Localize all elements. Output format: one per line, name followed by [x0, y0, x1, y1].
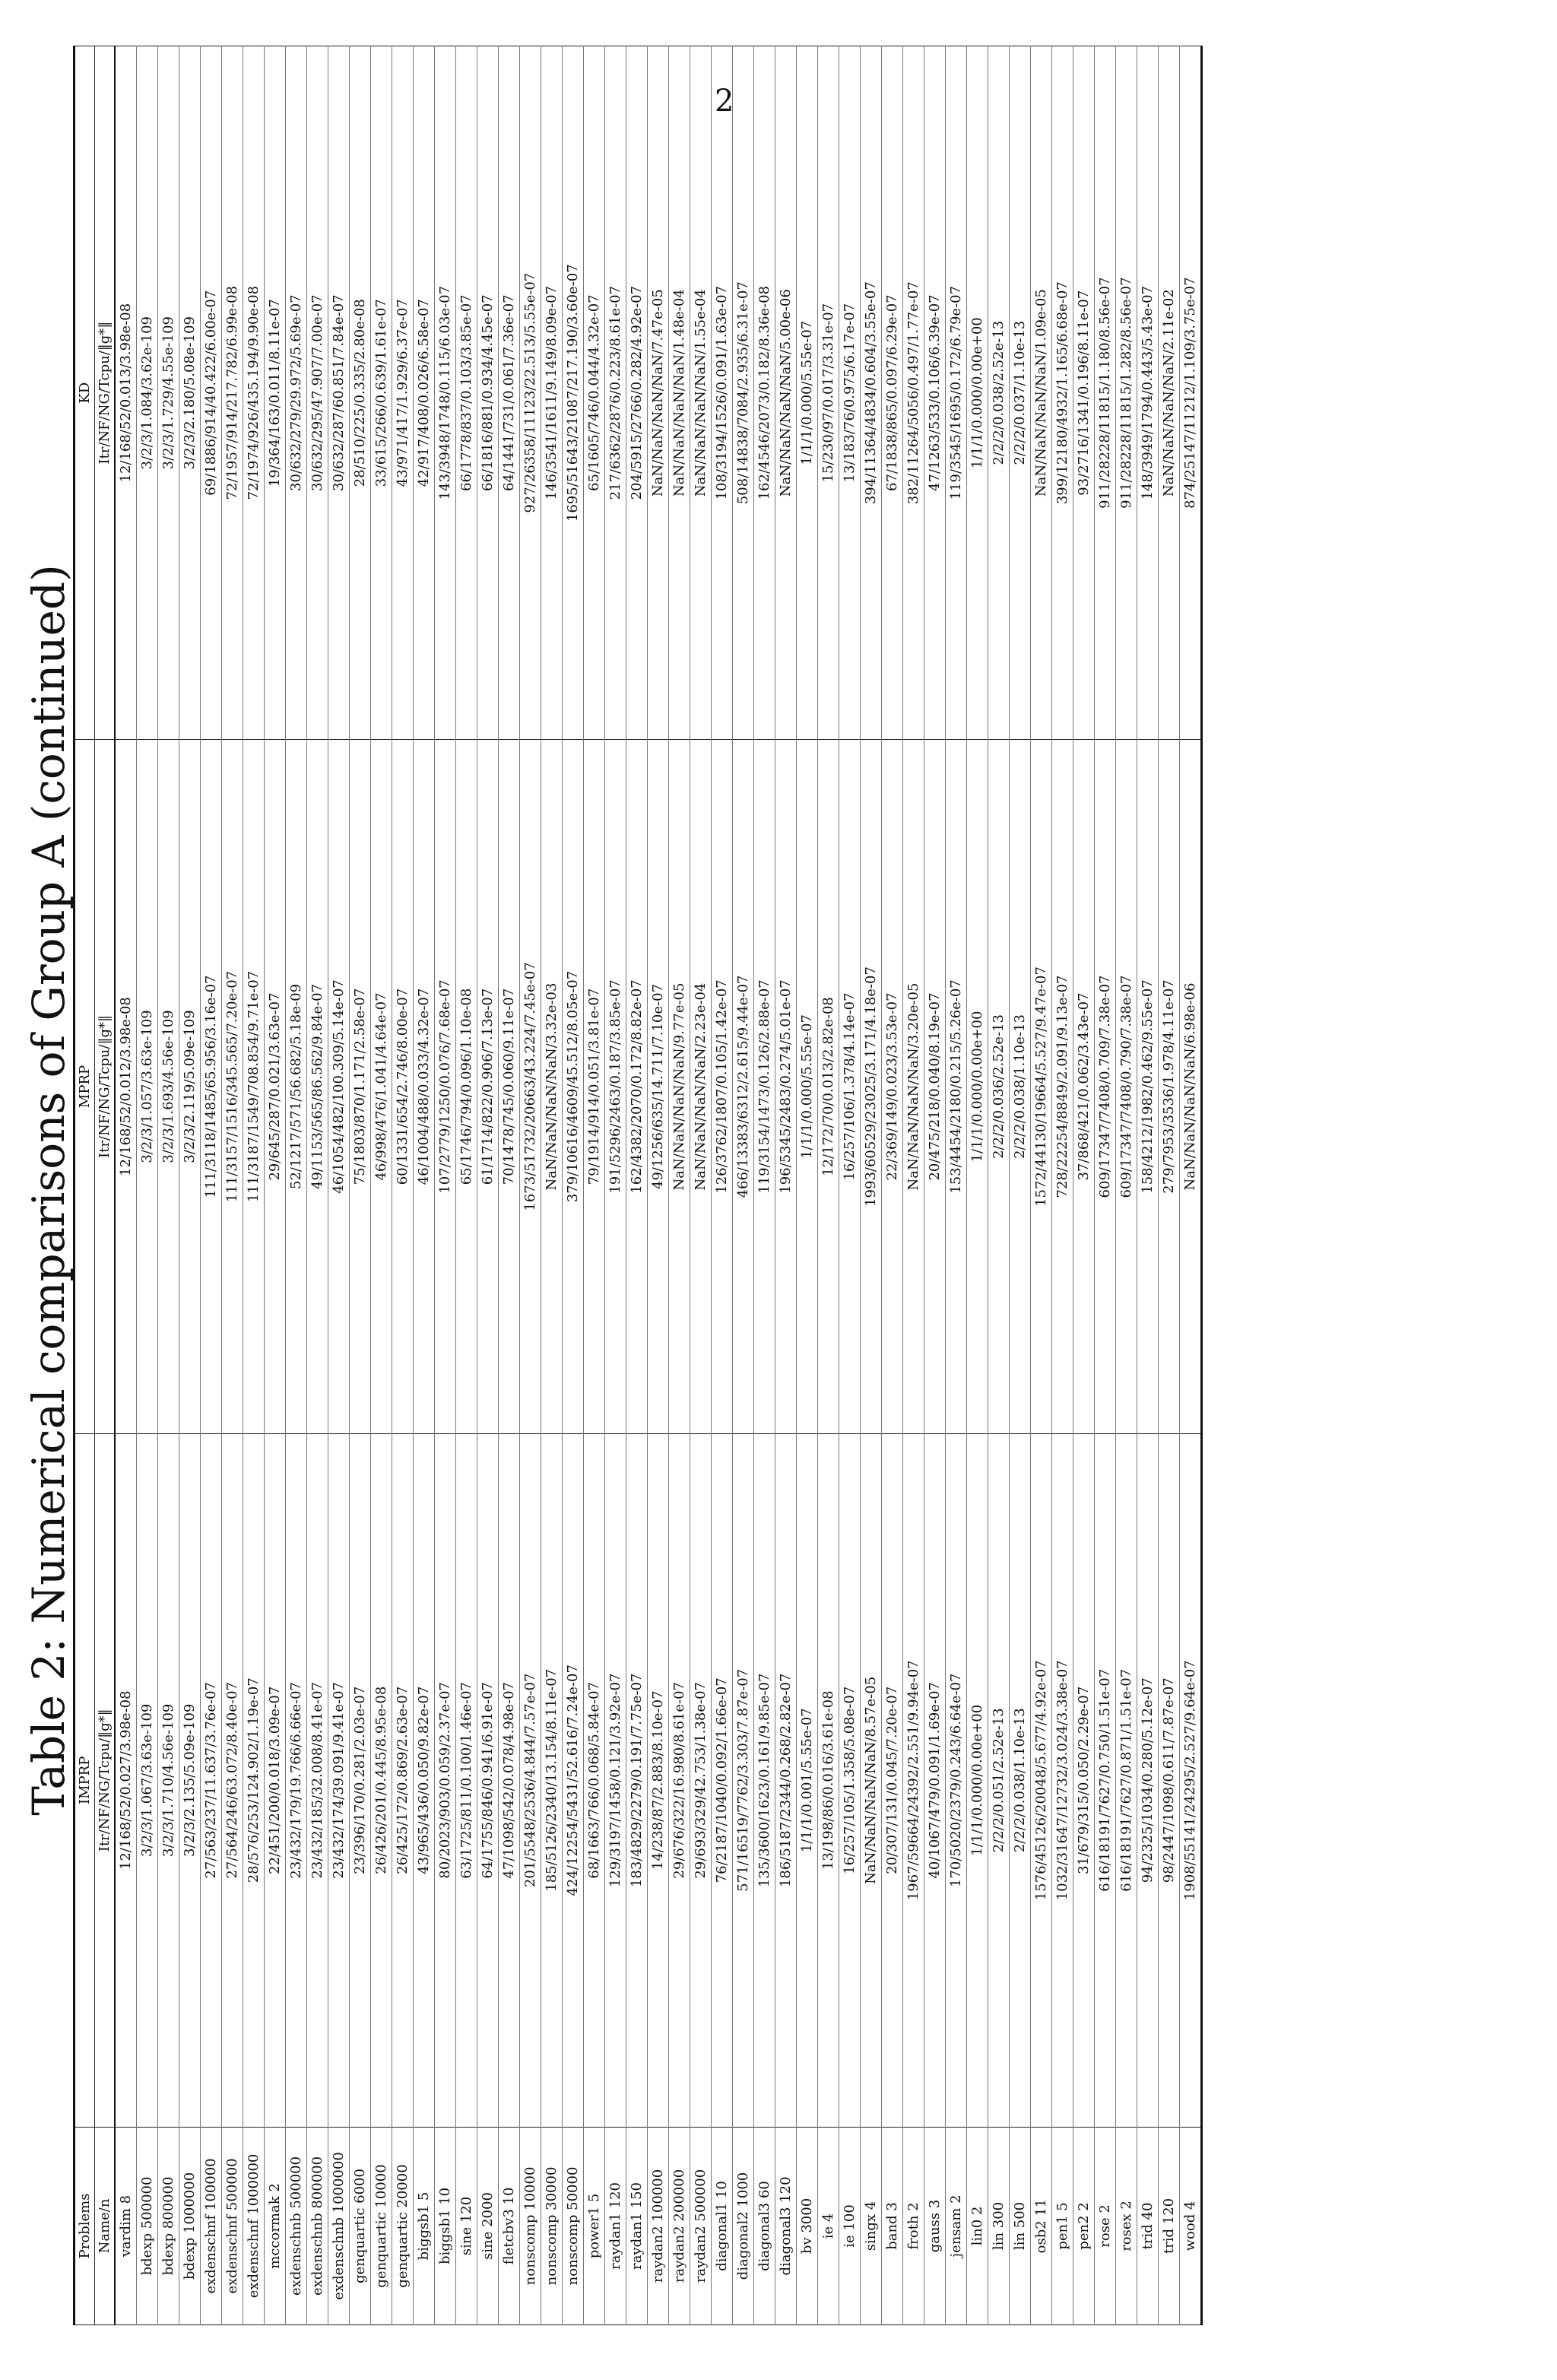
cell-imprp: 76/2187/1040/0.092/1.66e-07	[712, 1433, 733, 2127]
cell-imprp: 616/18191/7627/0.750/1.51e-07	[1095, 1433, 1116, 2127]
cell-imprp: 23/432/179/19.766/6.66e-07	[286, 1433, 307, 2127]
cell-imprp: 22/451/200/0.018/3.09e-07	[265, 1433, 286, 2127]
cell-problem-name: sine 2000	[477, 2127, 499, 2324]
cell-mprp: 22/369/149/0.023/3.53e-07	[882, 740, 903, 1433]
cell-mprp: 196/5345/2483/0.274/5.01e-07	[775, 740, 797, 1433]
cell-problem-name: lin 300	[988, 2127, 1010, 2324]
cell-mprp: 49/1153/565/86.562/9.84e-07	[307, 740, 328, 1433]
cell-imprp: 1576/45126/20048/5.677/4.92e-07	[1031, 1433, 1052, 2127]
header-kd: KD	[75, 46, 95, 740]
table-row	[1052, 46, 1073, 2325]
cell-mprp: 20/475/218/0.040/8.19e-07	[924, 740, 946, 1433]
cell-mprp: 1993/60529/23025/3.171/4.18e-07	[861, 740, 882, 1433]
cell-problem-name: power1 5	[584, 2127, 605, 2324]
cell-imprp: 23/432/185/32.008/8.41e-07	[307, 1433, 328, 2127]
cell-imprp: 1032/31647/12732/3.024/3.38e-07	[1052, 1433, 1073, 2127]
table-caption: Table 2: Numerical comparisons of Group A (continued)	[23, 564, 75, 1816]
cell-imprp: 28/576/253/124.902/1.19e-07	[243, 1433, 265, 2127]
cell-mprp: 728/22254/8849/2.091/9.13e-07	[1052, 740, 1073, 1433]
cell-kd: 2/2/2/0.037/1.10e-13	[1010, 46, 1031, 740]
cell-imprp: 64/1755/846/0.941/6.91e-07	[477, 1433, 499, 2127]
cell-problem-name: ie 100	[839, 2127, 861, 2324]
table-row	[797, 46, 818, 2325]
cell-kd: 65/1605/746/0.044/4.32e-07	[584, 46, 605, 740]
cell-kd: 19/364/163/0.011/8.11e-07	[265, 46, 286, 740]
cell-imprp: 1/1/1/0.001/5.55e-07	[797, 1433, 818, 2127]
table-body	[115, 46, 1202, 2325]
cell-kd: 382/11264/5056/0.497/1.77e-07	[903, 46, 924, 740]
cell-problem-name: bdexp 800000	[158, 2127, 179, 2324]
cell-problem-name: trid 40	[1137, 2127, 1159, 2324]
cell-mprp: 1572/44130/19664/5.527/9.47e-07	[1031, 740, 1052, 1433]
table-row	[179, 46, 201, 2325]
table-row	[669, 46, 690, 2325]
cell-problem-name: exdenschnf 1000000	[243, 2127, 265, 2324]
cell-problem-name: pen2 2	[1073, 2127, 1095, 2324]
table-row	[477, 46, 499, 2325]
cell-kd: 399/12180/4932/1.165/6.68e-07	[1052, 46, 1073, 740]
cell-problem-name: wood 4	[1180, 2127, 1202, 2324]
cell-problem-name: trid 120	[1159, 2127, 1180, 2324]
cell-problem-name: sine 120	[456, 2127, 477, 2324]
cell-imprp: 183/4829/2279/0.191/7.75e-07	[626, 1433, 648, 2127]
cell-mprp: 3/2/3/2.119/5.09e-109	[179, 740, 201, 1433]
table-row	[520, 46, 541, 2325]
cell-kd: 911/28228/11815/1.282/8.56e-07	[1116, 46, 1137, 740]
cell-problem-name: bv 3000	[797, 2127, 818, 2324]
group-header-row	[75, 46, 95, 2325]
cell-kd: NaN/NaN/NaN/NaN/1.09e-05	[1031, 46, 1052, 740]
cell-kd: 146/3541/1611/9.149/8.09e-07	[541, 46, 563, 740]
cell-problem-name: band 3	[882, 2127, 903, 2324]
cell-imprp: 80/2023/903/0.059/2.37e-07	[435, 1433, 456, 2127]
cell-kd: 508/14838/7084/2.935/6.31e-07	[733, 46, 754, 740]
cell-mprp: 37/868/421/0.062/3.43e-07	[1073, 740, 1095, 1433]
cell-imprp: 129/3197/1458/0.121/3.92e-07	[605, 1433, 626, 2127]
table-row	[243, 46, 265, 2325]
cell-kd: 93/2716/1341/0.196/8.11e-07	[1073, 46, 1095, 740]
table-row	[690, 46, 712, 2325]
table-row	[307, 46, 328, 2325]
cell-mprp: 65/1746/794/0.096/1.10e-08	[456, 740, 477, 1433]
table-row	[328, 46, 350, 2325]
cell-problem-name: ie 4	[818, 2127, 839, 2324]
table-row	[563, 46, 584, 2325]
cell-kd: 30/632/279/29.972/5.69e-07	[286, 46, 307, 740]
cell-kd: NaN/NaN/NaN/NaN/5.00e-06	[775, 46, 797, 740]
cell-mprp: 2/2/2/0.036/2.52e-13	[988, 740, 1010, 1433]
cell-mprp: 3/2/3/1.057/3.63e-109	[137, 740, 158, 1433]
table-row	[733, 46, 754, 2325]
header-mprp: MPRP	[75, 740, 95, 1433]
cell-mprp: 1/1/1/0.000/0.00e+00	[967, 740, 988, 1433]
cell-mprp: 16/257/106/1.378/4.14e-07	[839, 740, 861, 1433]
cell-imprp: 26/425/172/0.869/2.63e-07	[392, 1433, 414, 2127]
table-row	[499, 46, 520, 2325]
cell-mprp: 3/2/3/1.693/4.56e-109	[158, 740, 179, 1433]
cell-kd: NaN/NaN/NaN/NaN/1.55e-04	[690, 46, 712, 740]
cell-imprp: 571/16519/7762/3.303/7.87e-07	[733, 1433, 754, 2127]
cell-kd: 30/632/295/47.907/7.00e-07	[307, 46, 328, 740]
cell-mprp: 111/3157/1516/345.565/7.20e-07	[222, 740, 243, 1433]
cell-problem-name: genquartic 6000	[350, 2127, 371, 2324]
cell-mprp: 29/645/287/0.021/3.63e-07	[265, 740, 286, 1433]
cell-imprp: 3/2/3/2.135/5.09e-109	[179, 1433, 201, 2127]
cell-kd: 108/3194/1526/0.091/1.63e-07	[712, 46, 733, 740]
cell-imprp: 185/5126/2340/13.154/8.11e-07	[541, 1433, 563, 2127]
cell-mprp: 107/2779/1250/0.076/7.68e-07	[435, 740, 456, 1433]
cell-kd: 162/4546/2073/0.182/8.36e-08	[754, 46, 775, 740]
cell-imprp: 3/2/3/1.710/4.56e-109	[158, 1433, 179, 2127]
cell-imprp: 98/2447/1098/0.611/7.87e-07	[1159, 1433, 1180, 2127]
cell-imprp: 135/3600/1623/0.161/9.85e-07	[754, 1433, 775, 2127]
table-row	[541, 46, 563, 2325]
cell-kd: 217/6362/2876/0.223/8.61e-07	[605, 46, 626, 740]
cell-kd: 47/1263/533/0.106/6.39e-07	[924, 46, 946, 740]
table-row	[988, 46, 1010, 2325]
cell-problem-name: nonscomp 30000	[541, 2127, 563, 2324]
cell-imprp: 27/564/246/63.072/8.40e-07	[222, 1433, 243, 2127]
table-row	[222, 46, 243, 2325]
cell-problem-name: exdenschnb 1000000	[328, 2127, 350, 2324]
header-problems: Problems	[75, 2127, 95, 2324]
table-row	[350, 46, 371, 2325]
cell-kd: 3/2/3/1.084/3.62e-109	[137, 46, 158, 740]
table-row	[1073, 46, 1095, 2325]
cell-problem-name: diagonal2 1000	[733, 2127, 754, 2324]
cell-kd: 143/3948/1748/0.115/6.03e-07	[435, 46, 456, 740]
cell-kd: NaN/NaN/NaN/NaN/7.47e-05	[648, 46, 669, 740]
cell-problem-name: biggsb1 5	[414, 2127, 435, 2324]
cell-mprp: 111/3187/1549/708.854/9.71e-07	[243, 740, 265, 1433]
cell-mprp: NaN/NaN/NaN/NaN/3.32e-03	[541, 740, 563, 1433]
cell-kd: 15/230/97/0.017/3.31e-07	[818, 46, 839, 740]
table-row	[818, 46, 839, 2325]
cell-problem-name: nonscomp 10000	[520, 2127, 541, 2324]
cell-imprp: 27/563/237/11.637/3.76e-07	[201, 1433, 222, 2127]
cell-imprp: 23/432/174/39.091/9.41e-07	[328, 1433, 350, 2127]
cell-kd: 67/1838/865/0.097/6.29e-07	[882, 46, 903, 740]
table-row	[1137, 46, 1159, 2325]
cell-imprp: 12/168/52/0.027/3.98e-08	[115, 1433, 137, 2127]
cell-kd: 148/3949/1794/0.443/5.43e-07	[1137, 46, 1159, 740]
sub-header-row	[95, 46, 116, 2325]
cell-imprp: 26/426/201/0.445/8.95e-08	[371, 1433, 392, 2127]
cell-mprp: 1/1/1/0.000/5.55e-07	[797, 740, 818, 1433]
cell-imprp: 20/307/131/0.045/7.20e-07	[882, 1433, 903, 2127]
cell-mprp: 162/4382/2070/0.172/8.82e-07	[626, 740, 648, 1433]
cell-mprp: 111/3118/1485/65.956/3.16e-07	[201, 740, 222, 1433]
cell-imprp: 3/2/3/1.067/3.63e-109	[137, 1433, 158, 2127]
table-row	[158, 46, 179, 2325]
cell-imprp: 14/238/87/2.883/8.10e-07	[648, 1433, 669, 2127]
subheader-imprp-metrics: Itr/NF/NG/Tcpu/‖g*‖	[95, 1433, 116, 2127]
cell-problem-name: genquartic 10000	[371, 2127, 392, 2324]
cell-mprp: 49/1256/635/14.711/7.10e-07	[648, 740, 669, 1433]
comparison-table	[73, 46, 1203, 2325]
cell-problem-name: jensam 2	[946, 2127, 967, 2324]
cell-mprp: 52/1217/571/56.682/5.18e-09	[286, 740, 307, 1433]
cell-kd: 30/632/287/60.851/7.84e-07	[328, 46, 350, 740]
cell-mprp: 70/1478/745/0.060/9.11e-07	[499, 740, 520, 1433]
table-row	[286, 46, 307, 2325]
cell-imprp: 616/18191/7627/0.871/1.51e-07	[1116, 1433, 1137, 2127]
cell-imprp: 2/2/2/0.038/1.10e-13	[1010, 1433, 1031, 2127]
cell-kd: 3/2/3/1.729/4.55e-109	[158, 46, 179, 740]
table-row	[648, 46, 669, 2325]
cell-problem-name: diagonal3 60	[754, 2127, 775, 2324]
table-row	[1180, 46, 1202, 2325]
cell-mprp: NaN/NaN/NaN/NaN/3.20e-05	[903, 740, 924, 1433]
cell-problem-name: froth 2	[903, 2127, 924, 2324]
table-row	[626, 46, 648, 2325]
cell-problem-name: singx 4	[861, 2127, 882, 2324]
cell-imprp: 424/12254/5431/52.616/7.24e-07	[563, 1433, 584, 2127]
cell-problem-name: mccormak 2	[265, 2127, 286, 2324]
cell-mprp: 46/998/476/1.041/4.64e-07	[371, 740, 392, 1433]
cell-kd: 1/1/1/0.000/0.00e+00	[967, 46, 988, 740]
cell-kd: 119/3545/1695/0.172/6.79e-07	[946, 46, 967, 740]
table-row	[265, 46, 286, 2325]
cell-problem-name: fletcbv3 10	[499, 2127, 520, 2324]
table-row	[1116, 46, 1137, 2325]
cell-kd: 43/971/417/1.929/6.37e-07	[392, 46, 414, 740]
cell-kd: 28/510/225/0.335/2.80e-08	[350, 46, 371, 740]
cell-problem-name: nonscomp 50000	[563, 2127, 584, 2324]
subheader-name-n: Name/n	[95, 2127, 116, 2324]
cell-imprp: 170/5020/2379/0.243/6.64e-07	[946, 1433, 967, 2127]
cell-mprp: NaN/NaN/NaN/NaN/6.98e-06	[1180, 740, 1202, 1433]
cell-mprp: 158/4212/1982/0.462/9.55e-07	[1137, 740, 1159, 1433]
cell-mprp: 12/168/52/0.012/3.98e-08	[115, 740, 137, 1433]
cell-kd: 69/1886/914/40.422/6.00e-07	[201, 46, 222, 740]
cell-imprp: 201/5548/2536/4.844/7.57e-07	[520, 1433, 541, 2127]
table-row	[882, 46, 903, 2325]
table-row	[924, 46, 946, 2325]
table-row	[946, 46, 967, 2325]
cell-problem-name: bdexp 1000000	[179, 2127, 201, 2324]
cell-mprp: 153/4454/2180/0.215/5.26e-07	[946, 740, 967, 1433]
cell-mprp: 609/17347/7408/0.709/7.38e-07	[1095, 740, 1116, 1433]
cell-mprp: 61/1714/822/0.906/7.13e-07	[477, 740, 499, 1433]
cell-problem-name: raydan1 120	[605, 2127, 626, 2324]
cell-mprp: 1673/51732/20663/43.224/7.45e-07	[520, 740, 541, 1433]
table-row	[1010, 46, 1031, 2325]
cell-mprp: 191/5296/2463/0.187/3.85e-07	[605, 740, 626, 1433]
cell-kd: 33/615/266/0.639/1.61e-07	[371, 46, 392, 740]
cell-imprp: NaN/NaN/NaN/NaN/8.57e-05	[861, 1433, 882, 2127]
cell-imprp: 13/198/86/0.016/3.61e-08	[818, 1433, 839, 2127]
cell-kd: 1/1/1/0.000/5.55e-07	[797, 46, 818, 740]
cell-kd: 394/11364/4834/0.604/3.55e-07	[861, 46, 882, 740]
cell-kd: NaN/NaN/NaN/NaN/2.11e-02	[1159, 46, 1180, 740]
cell-problem-name: diagonal3 120	[775, 2127, 797, 2324]
cell-mprp: 75/1803/870/1.171/2.58e-07	[350, 740, 371, 1433]
table-row	[435, 46, 456, 2325]
cell-imprp: 47/1098/542/0.078/4.98e-07	[499, 1433, 520, 2127]
cell-imprp: 1/1/1/0.000/0.00e+00	[967, 1433, 988, 2127]
cell-mprp: 126/3762/1807/0.105/1.42e-07	[712, 740, 733, 1433]
cell-imprp: 23/396/170/0.281/2.03e-07	[350, 1433, 371, 2127]
cell-imprp: 43/965/436/0.050/9.82e-07	[414, 1433, 435, 2127]
cell-mprp: 279/7953/3536/1.978/4.11e-07	[1159, 740, 1180, 1433]
table-row	[903, 46, 924, 2325]
cell-kd: 2/2/2/0.038/2.52e-13	[988, 46, 1010, 740]
cell-kd: 42/917/408/0.026/6.58e-07	[414, 46, 435, 740]
cell-imprp: 31/679/315/0.050/2.29e-07	[1073, 1433, 1095, 2127]
table-row	[839, 46, 861, 2325]
cell-mprp: 119/3154/1473/0.126/2.88e-07	[754, 740, 775, 1433]
cell-kd: 64/1441/731/0.061/7.36e-07	[499, 46, 520, 740]
cell-kd: 66/1778/837/0.103/3.85e-07	[456, 46, 477, 740]
table-row	[1159, 46, 1180, 2325]
cell-problem-name: gauss 3	[924, 2127, 946, 2324]
cell-kd: 66/1816/881/0.934/4.45e-07	[477, 46, 499, 740]
cell-mprp: 46/1054/482/100.309/5.14e-07	[328, 740, 350, 1433]
cell-imprp: 68/1663/766/0.068/5.84e-07	[584, 1433, 605, 2127]
table-wrapper	[73, 46, 1203, 2325]
table-row	[1031, 46, 1052, 2325]
cell-imprp: 186/5187/2344/0.268/2.82e-07	[775, 1433, 797, 2127]
cell-problem-name: exdenschnb 500000	[286, 2127, 307, 2324]
cell-mprp: 12/172/70/0.013/2.82e-08	[818, 740, 839, 1433]
cell-problem-name: lin 500	[1010, 2127, 1031, 2324]
cell-problem-name: pen1 5	[1052, 2127, 1073, 2324]
cell-problem-name: bdexp 500000	[137, 2127, 158, 2324]
header-imprp: IMPRP	[75, 1433, 95, 2127]
cell-problem-name: rose 2	[1095, 2127, 1116, 2324]
cell-problem-name: raydan2 100000	[648, 2127, 669, 2324]
table-row	[584, 46, 605, 2325]
cell-problem-name: exdenschnf 500000	[222, 2127, 243, 2324]
table-row	[137, 46, 158, 2325]
cell-imprp: 94/2325/1034/0.280/5.12e-07	[1137, 1433, 1159, 2127]
cell-kd: 12/168/52/0.013/3.98e-08	[115, 46, 137, 740]
cell-mprp: 609/17347/7408/0.790/7.38e-07	[1116, 740, 1137, 1433]
table-row	[392, 46, 414, 2325]
cell-imprp: 29/693/329/42.753/1.38e-07	[690, 1433, 712, 2127]
table-row	[712, 46, 733, 2325]
cell-problem-name: vardim 8	[115, 2127, 137, 2324]
cell-kd: 3/2/3/2.180/5.08e-109	[179, 46, 201, 740]
cell-problem-name: exdenschnb 800000	[307, 2127, 328, 2324]
cell-problem-name: lin0 2	[967, 2127, 988, 2324]
cell-mprp: 60/1331/654/2.746/8.00e-07	[392, 740, 414, 1433]
table-row	[967, 46, 988, 2325]
cell-imprp: 40/1067/479/0.091/1.69e-07	[924, 1433, 946, 2127]
cell-imprp: 2/2/2/0.051/2.52e-13	[988, 1433, 1010, 2127]
table-row	[201, 46, 222, 2325]
table-row	[775, 46, 797, 2325]
cell-problem-name: biggsb1 10	[435, 2127, 456, 2324]
table-row	[371, 46, 392, 2325]
table-row	[861, 46, 882, 2325]
cell-kd: 1695/51643/21087/217.190/3.60e-07	[563, 46, 584, 740]
cell-mprp: 79/1914/914/0.051/3.81e-07	[584, 740, 605, 1433]
cell-mprp: NaN/NaN/NaN/NaN/2.23e-04	[690, 740, 712, 1433]
cell-problem-name: diagonal1 10	[712, 2127, 733, 2324]
cell-problem-name: raydan2 200000	[669, 2127, 690, 2324]
cell-mprp: 466/13383/6312/2.615/9.44e-07	[733, 740, 754, 1433]
subheader-kd-metrics: Itr/NF/NG/Tcpu/‖g*‖	[95, 46, 116, 740]
cell-kd: 72/1974/926/435.194/9.90e-08	[243, 46, 265, 740]
table-row	[605, 46, 626, 2325]
cell-imprp: 1908/55141/24295/2.527/9.64e-07	[1180, 1433, 1202, 2127]
cell-kd: NaN/NaN/NaN/NaN/1.48e-04	[669, 46, 690, 740]
cell-imprp: 16/257/105/1.358/5.08e-07	[839, 1433, 861, 2127]
cell-problem-name: rosex 2	[1116, 2127, 1137, 2324]
cell-imprp: 1967/59664/24392/2.551/9.94e-07	[903, 1433, 924, 2127]
table-row	[1095, 46, 1116, 2325]
table-row	[115, 46, 137, 2325]
cell-kd: 72/1957/914/217.782/6.99e-08	[222, 46, 243, 740]
cell-imprp: 63/1725/811/0.100/1.46e-07	[456, 1433, 477, 2127]
table-row	[456, 46, 477, 2325]
cell-mprp: NaN/NaN/NaN/NaN/9.77e-05	[669, 740, 690, 1433]
page-number: 2	[715, 84, 734, 119]
cell-kd: 874/25147/11212/1.109/3.75e-07	[1180, 46, 1202, 740]
cell-problem-name: genquartic 20000	[392, 2127, 414, 2324]
cell-problem-name: osb2 11	[1031, 2127, 1052, 2324]
table-row	[414, 46, 435, 2325]
cell-mprp: 2/2/2/0.038/1.10e-13	[1010, 740, 1031, 1433]
cell-kd: 204/5915/2766/0.282/4.92e-07	[626, 46, 648, 740]
cell-problem-name: raydan1 150	[626, 2127, 648, 2324]
subheader-mprp-metrics: Itr/NF/NG/Tcpu/‖g*‖	[95, 740, 116, 1433]
cell-problem-name: raydan2 500000	[690, 2127, 712, 2324]
cell-kd: 927/26358/11123/22.513/5.55e-07	[520, 46, 541, 740]
cell-kd: 13/183/76/0.975/6.17e-07	[839, 46, 861, 740]
cell-kd: 911/28228/11815/1.180/8.56e-07	[1095, 46, 1116, 740]
cell-mprp: 46/1004/488/0.033/4.32e-07	[414, 740, 435, 1433]
cell-imprp: 29/676/322/16.980/8.61e-07	[669, 1433, 690, 2127]
cell-problem-name: exdenschnf 100000	[201, 2127, 222, 2324]
table-row	[754, 46, 775, 2325]
cell-mprp: 379/10616/4609/45.512/8.05e-07	[563, 740, 584, 1433]
